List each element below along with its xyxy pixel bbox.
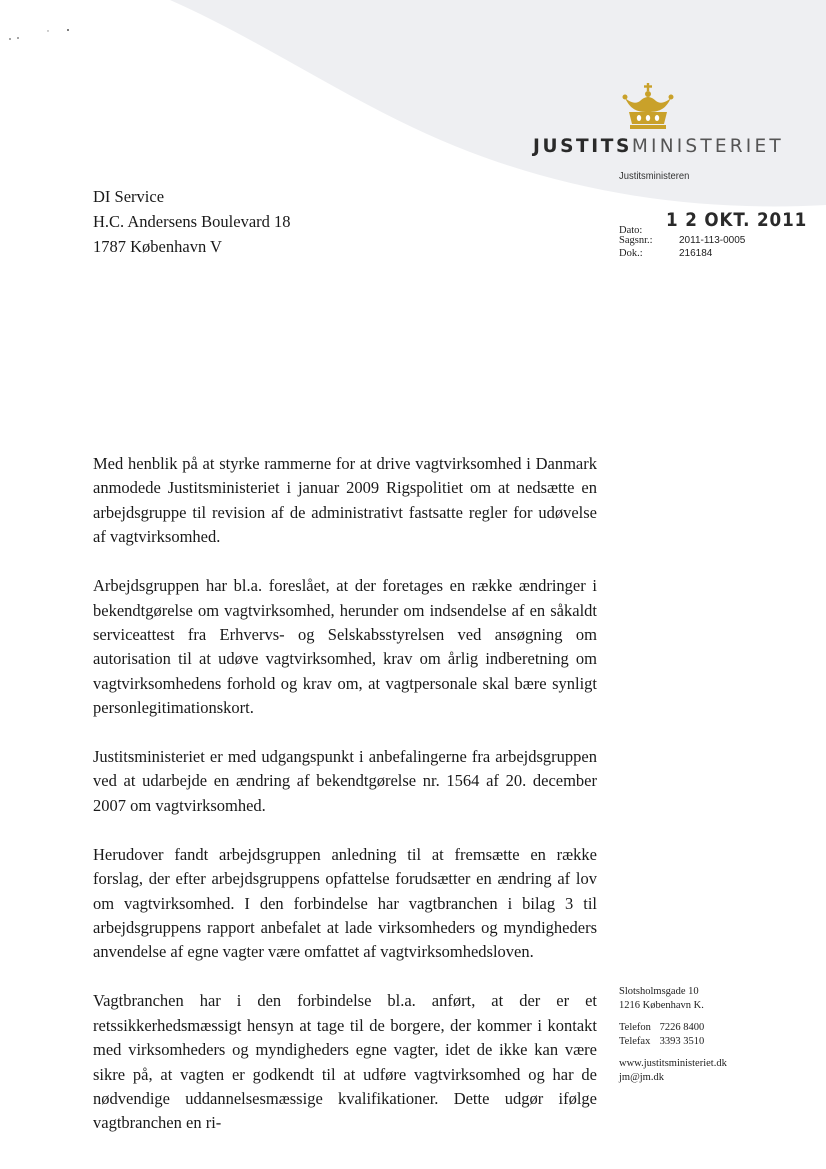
logo-word-justits: JUSTITS	[533, 136, 632, 157]
date-label: Dato:	[619, 225, 643, 236]
case-number: 2011-113-0005	[679, 235, 746, 246]
crown-icon	[620, 82, 676, 132]
contact-website: www.justitsministeriet.dk	[619, 1058, 727, 1069]
phone-number: 7226 8400	[659, 1022, 705, 1033]
doc-number: 216184	[679, 248, 713, 259]
contact-fax	[619, 1035, 727, 1049]
recipient-name: DI Service	[93, 187, 165, 206]
recipient-street: H.C. Andersens Boulevard 18	[93, 212, 291, 231]
contact-city: 1216 København K.	[619, 999, 704, 1011]
fax-number: 3393 3510	[659, 1035, 705, 1047]
phone-label: Telefon	[619, 1022, 651, 1033]
body-paragraph: Med henblik på at styrke rammerne for at drive vagtvirksomhed i Danmark anmodede Justitsministeriet i januar 2009 Rigspolitiet om at nedsætte en arbejdsgruppe til revision af de administrativt fastsatte regler for udøvelse af vagtvirksomhed.	[93, 454, 597, 547]
body-paragraph: Vagtbranchen har i den forbindelse bl.a. anført, at der er et retssikkerhedsmæssigt hensyn at tage til de borgere, der kommer i kontakt med virksomheders og myndigheders egne vagter, idet de ikke kan være sikre på, at vagten er godkendt til at udføre vagtvirksomhed og har de nødvendige uddannelsesmæssige kvalifikationer. Dette udgør ifølge vagtbranchen en ri-	[93, 991, 597, 1133]
fax-label: Telefax	[619, 1035, 651, 1047]
case-label: Sagsnr.:	[619, 235, 653, 246]
doc-label: Dok.:	[619, 248, 643, 259]
date-stamp: 1 2 OKT. 2011	[666, 209, 808, 231]
body-paragraph: Justitsministeriet er med udgangspunkt i anbefalingerne fra arbejdsgruppen ved at udarbejde en ændring af bekendtgørelse nr. 1564 af 20. december 2007 om vagtvirksomhed.	[93, 747, 597, 815]
ministry-logo	[533, 136, 784, 157]
body-paragraph: Arbejdsgruppen har bl.a. foreslået, at der foretages en række ændringer i bekendtgørelse om vagtvirksomhed, herunder om indsendelse af en såkaldt serviceattest fra Erhvervs- og Selskabsstyrelsen ved ansøgning om autorisation til at udøve vagtvirksomhed, krav om årlig indberetning om vagtvirksomhedens forhold og krav om, at vagtpersonale skal bære synligt personlegitimationskort.	[93, 576, 597, 718]
letter-body	[93, 452, 597, 1160]
recipient-address	[93, 184, 291, 259]
ministry-contact	[619, 985, 727, 1084]
contact-phone	[619, 1021, 727, 1035]
body-paragraph: Herudover fandt arbejdsgruppen anledning til at fremsætte en række forslag, der efter arbejdsgruppens opfattelse forudsætter en ændring af lov om vagtvirksomhed. I den forbindelse har vagtbranchen i bilag 3 til arbejdsgruppens rapport anbefalet at lade virksomheders og myndigheders anvendelse af egne vagter være omfattet af vagtvirksomhedsloven.	[93, 844, 597, 962]
department-name: Justitsministeren	[619, 170, 690, 182]
contact-street: Slotsholmsgade 10	[619, 986, 699, 997]
logo-word-ministeriet: MINISTERIET	[631, 136, 784, 157]
recipient-city: 1787 København V	[93, 237, 222, 256]
contact-email: jm@jm.dk	[619, 1071, 664, 1083]
